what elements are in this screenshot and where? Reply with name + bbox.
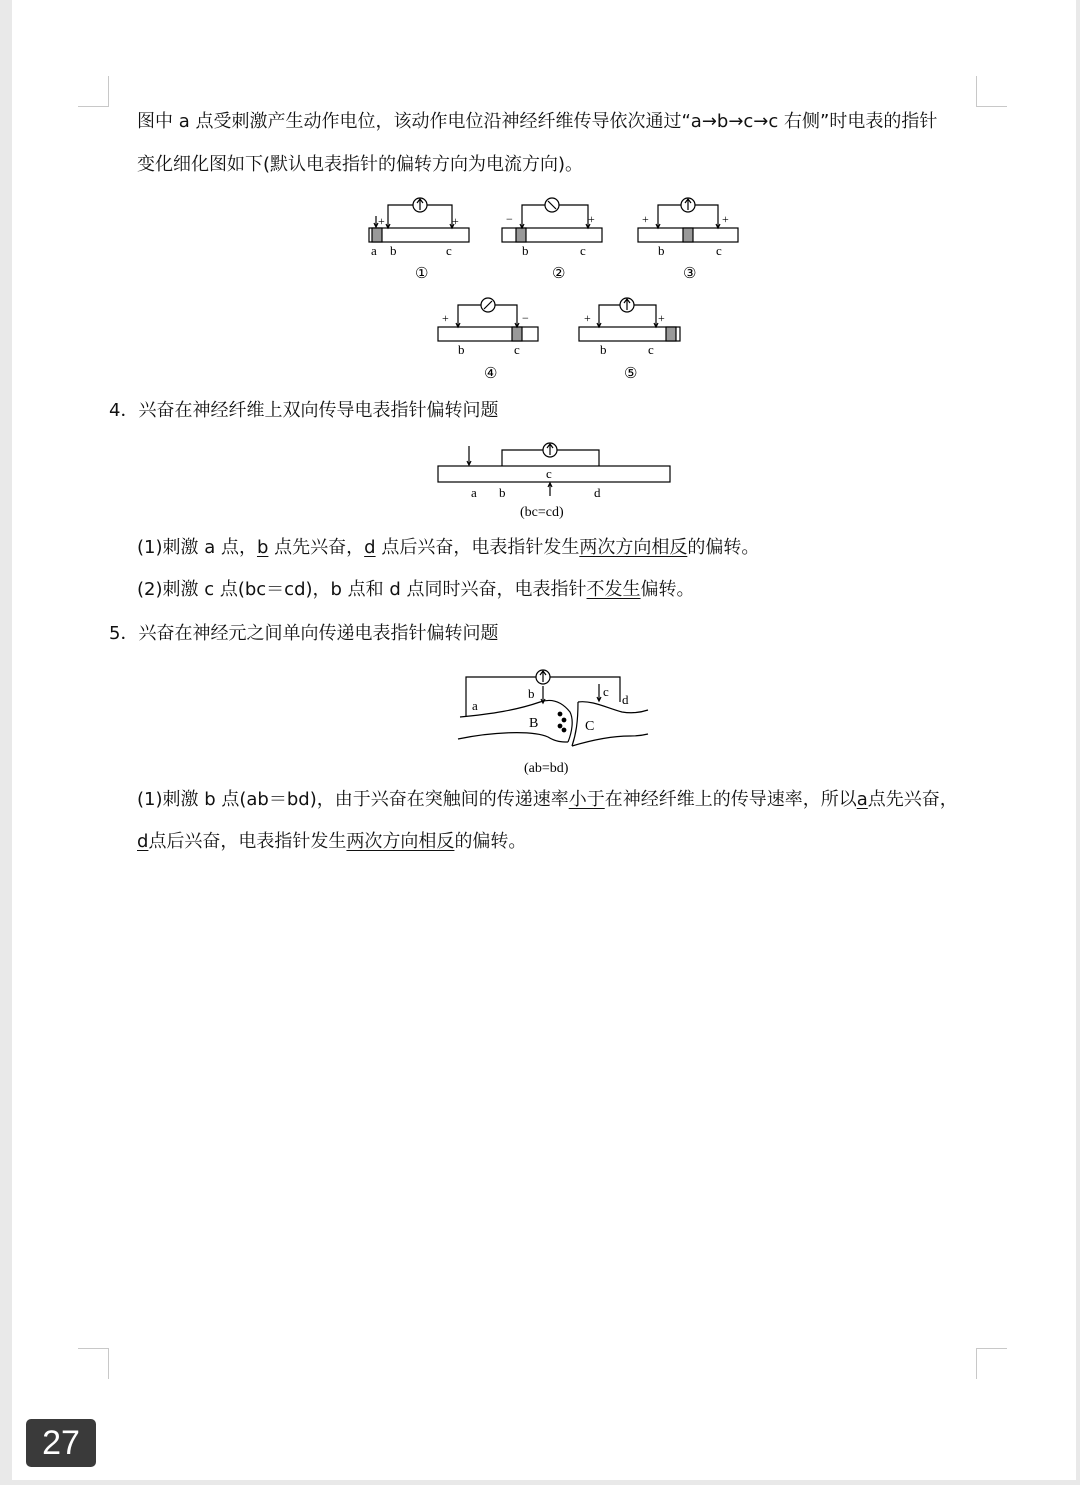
panel-number: ④ [484,366,498,382]
panel-number: ⑤ [624,366,638,382]
point-label: b [458,342,465,357]
meter-panel-4 [438,298,538,382]
point-label: b [600,342,607,357]
meter-sign: − [506,212,513,226]
intro-line-1: 图中 a 点受刺激产生动作电位，该动作电位沿神经纤维传导依次通过“a→b→c→c 右侧”时电表的指针 [137,111,938,132]
crop-mark-bottom-right [976,1348,1007,1379]
point-label: a [371,243,377,258]
section-4-item-2: (2)刺激 c 点(bc＝cd)，b 点和 d 点同时兴奋，电表指针不发生偏转。 [137,579,695,600]
meter-figure [360,190,760,390]
point-label: c [446,243,452,258]
point-label: d [622,692,629,707]
point-label: d [594,485,601,500]
section-4-heading: 4．兴奋在神经纤维上双向传导电表指针偏转问题 [109,400,499,421]
meter-sign: − [522,311,529,325]
point-label: c [716,243,722,258]
meter-sign: + [442,311,449,325]
crop-mark-top-left [78,76,109,107]
panel-number: ③ [683,266,697,282]
point-label: b [390,243,397,258]
section-4-figure [430,436,680,522]
section-4-item-1: (1)刺激 a 点，b 点先兴奋，d 点后兴奋，电表指针发生两次方向相反的偏转。 [137,537,760,558]
point-label: c [546,466,552,481]
point-label: a [472,698,478,713]
point-label: c [648,342,654,357]
section-5-item-1-line-2: d点后兴奋，电表指针发生两次方向相反的偏转。 [137,831,527,852]
figure-caption: (bc=cd) [520,505,564,520]
panel-number: ① [415,266,429,282]
section-5-heading: 5．兴奋在神经元之间单向传递电表指针偏转问题 [109,623,499,644]
neuron-label: B [529,716,539,731]
section-5-item-1-line-1: (1)刺激 b 点(ab＝bd)，由于兴奋在突触间的传递速率小于在神经纤维上的传导速率，所以a点先兴奋， [137,789,958,810]
meter-panel-5 [579,298,680,382]
meter-panel-1 [369,198,469,282]
meter-sign: + [658,311,665,325]
point-label: b [528,686,535,701]
meter-sign: + [452,214,459,228]
point-label: b [658,243,665,258]
meter-sign: + [588,212,595,226]
point-label: c [603,684,609,699]
crop-mark-top-right [976,76,1007,107]
meter-panel-2 [502,198,602,282]
point-label: c [514,342,520,357]
neuron-label: C [585,719,595,734]
meter-sign: + [722,212,729,226]
intro-line-2: 变化细化图如下(默认电表指针的偏转方向为电流方向)。 [137,154,584,175]
figure-caption: (ab=bd) [524,761,569,776]
point-label: c [580,243,586,258]
meter-sign: + [584,311,591,325]
point-label: b [499,485,506,500]
section-5-figure [452,662,652,778]
point-label: a [471,485,477,500]
panel-number: ② [552,266,566,282]
crop-mark-bottom-left [78,1348,109,1379]
point-label: b [522,243,529,258]
meter-sign: + [378,214,385,228]
meter-panel-3 [638,198,738,282]
meter-sign: + [642,212,649,226]
page-number-badge: 27 [26,1419,96,1467]
